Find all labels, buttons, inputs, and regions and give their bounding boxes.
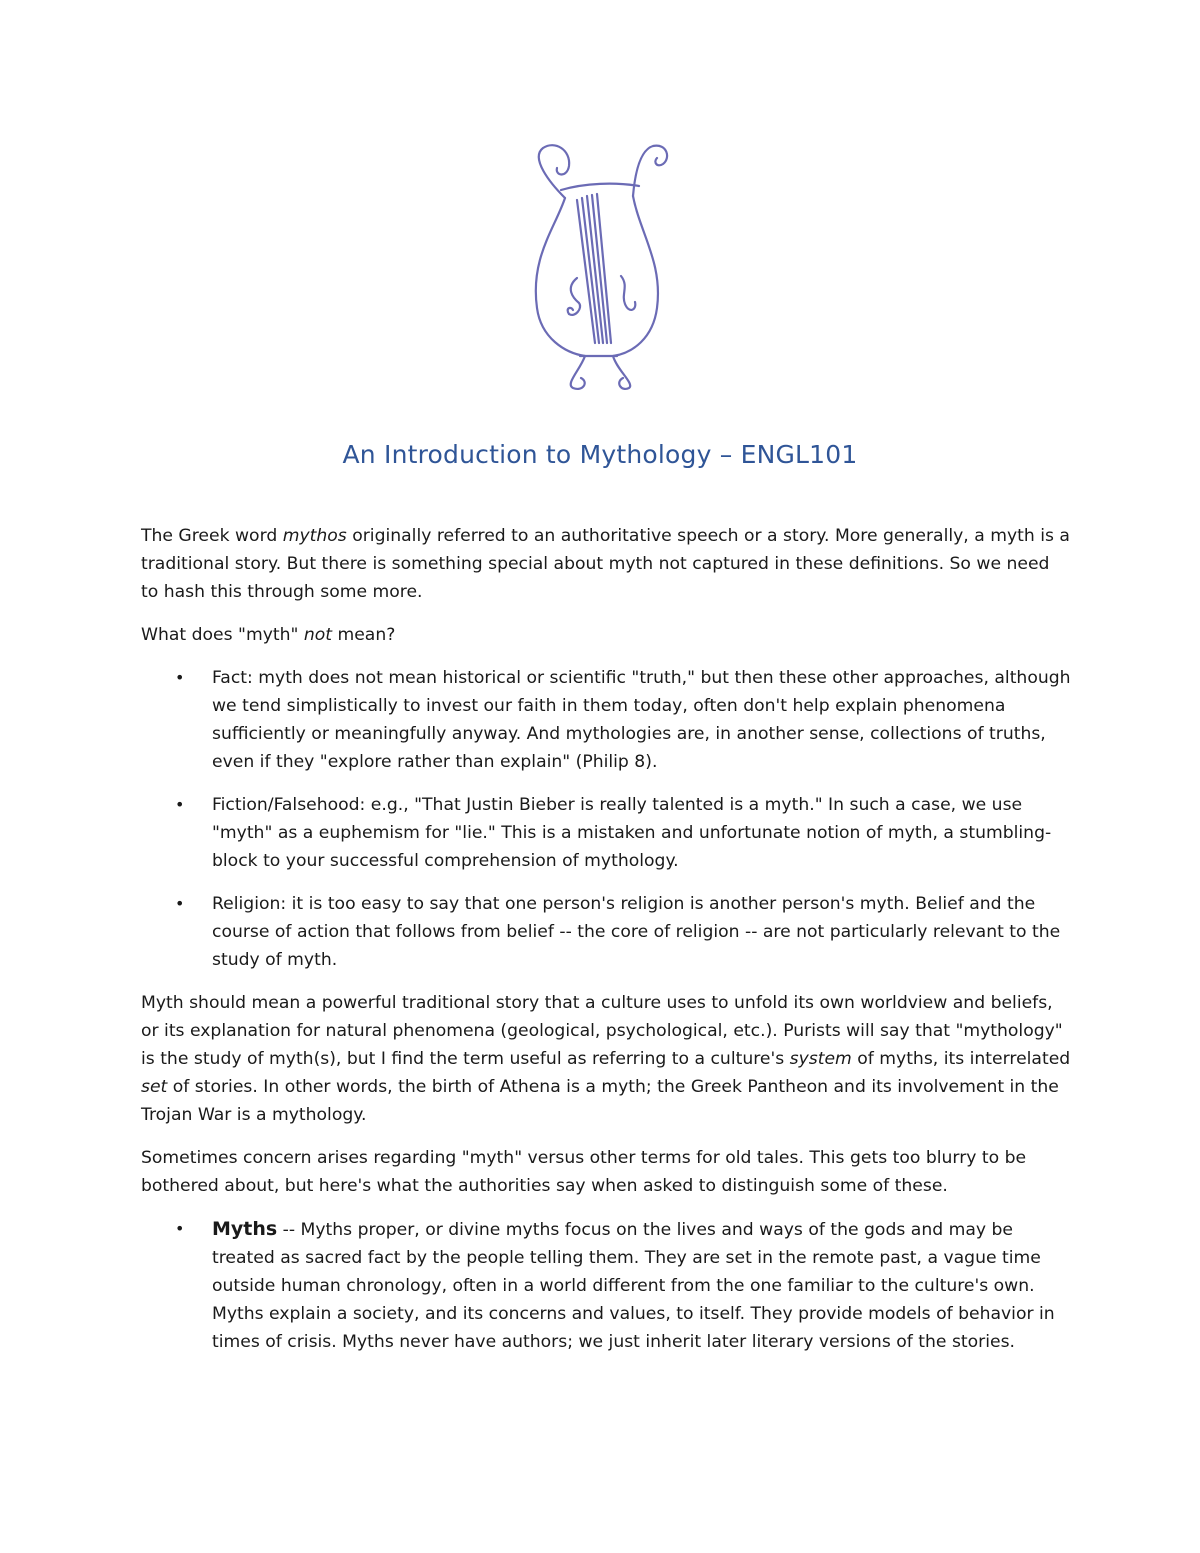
question-text-2: mean?	[332, 625, 396, 645]
not-meanings-list	[141, 664, 1071, 974]
question-text-1: What does "myth"	[141, 625, 304, 645]
document-title: An Introduction to Mythology – ENGL101	[342, 440, 858, 469]
list-item	[141, 791, 1071, 875]
system-term: system	[789, 1049, 852, 1069]
bullet-icon: •	[175, 795, 185, 814]
list-item-text: Religion: it is too easy to say that one person's religion is another person's myth. Belief and the course of action that follows from belief -- the core of religion -- are not particularly relevant to the study of myth.	[212, 894, 1061, 970]
definition-text-2: of myths, its interrelated	[851, 1049, 1071, 1069]
terms-list	[141, 1215, 1071, 1356]
definition-paragraph	[141, 989, 1071, 1129]
list-item	[141, 890, 1071, 974]
document-body	[141, 522, 1071, 1371]
intro-text-1: The Greek word	[141, 526, 283, 546]
set-term: set	[141, 1077, 168, 1097]
list-item	[141, 664, 1071, 776]
definition-text-1: Myth should mean a powerful traditional story that a culture uses to unfold its own worldview and beliefs, or its explanation for natural phenomena (geological, psychological, etc.). Purists will say that "mythology" is the study of myth(s), but I find the term useful as referring to a culture's	[141, 993, 1063, 1069]
not-term: not	[303, 625, 333, 645]
lyre-icon	[525, 138, 675, 393]
list-item	[141, 1215, 1071, 1356]
intro-paragraph	[141, 522, 1071, 606]
bullet-icon: •	[175, 1219, 185, 1238]
question-paragraph	[141, 621, 1071, 649]
list-item-text: Fiction/Falsehood: e.g., "That Justin Bieber is really talented is a myth." In such a case, we use "myth" as a euphemism for "lie." This is a mistaken and unfortunate notion of myth, a stumbling-block to your successful comprehension of mythology.	[212, 795, 1052, 871]
intro-text-2: originally referred to an authoritative speech or a story. More generally, a myth is a traditional story. But there is something special about myth not captured in these definitions. So we need to hash this through some more.	[141, 526, 1070, 602]
list-item-text: Fact: myth does not mean historical or scientific "truth," but then these other approaches, although we tend simplistically to invest our faith in them today, often don't help explain phenomena sufficiently or meaningfully anyway. And mythologies are, in another sense, collections of truths, even if they "explore rather than explain" (Philip 8).	[212, 668, 1071, 772]
bullet-icon: •	[175, 668, 185, 687]
term-label: Myths	[212, 1218, 278, 1240]
concern-paragraph: Sometimes concern arises regarding "myth" versus other terms for old tales. This gets too blurry to be bothered about, but here's what the authorities say when asked to distinguish some of these.	[141, 1148, 1027, 1196]
definition-text-3: of stories. In other words, the birth of Athena is a myth; the Greek Pantheon and its involvement in the Trojan War is a mythology.	[141, 1077, 1059, 1125]
term-text: -- Myths proper, or divine myths focus on the lives and ways of the gods and may be treated as sacred fact by the people telling them. They are set in the remote past, a vague time outside human chronology, often in a world different from the one familiar to the culture's own. Myths explain a society, and its concerns and values, to itself. They provide models of behavior in times of crisis. Myths never have authors; we just inherit later literary versions of the stories.	[212, 1220, 1055, 1352]
mythos-term: mythos	[282, 526, 347, 546]
bullet-icon: •	[175, 894, 185, 913]
